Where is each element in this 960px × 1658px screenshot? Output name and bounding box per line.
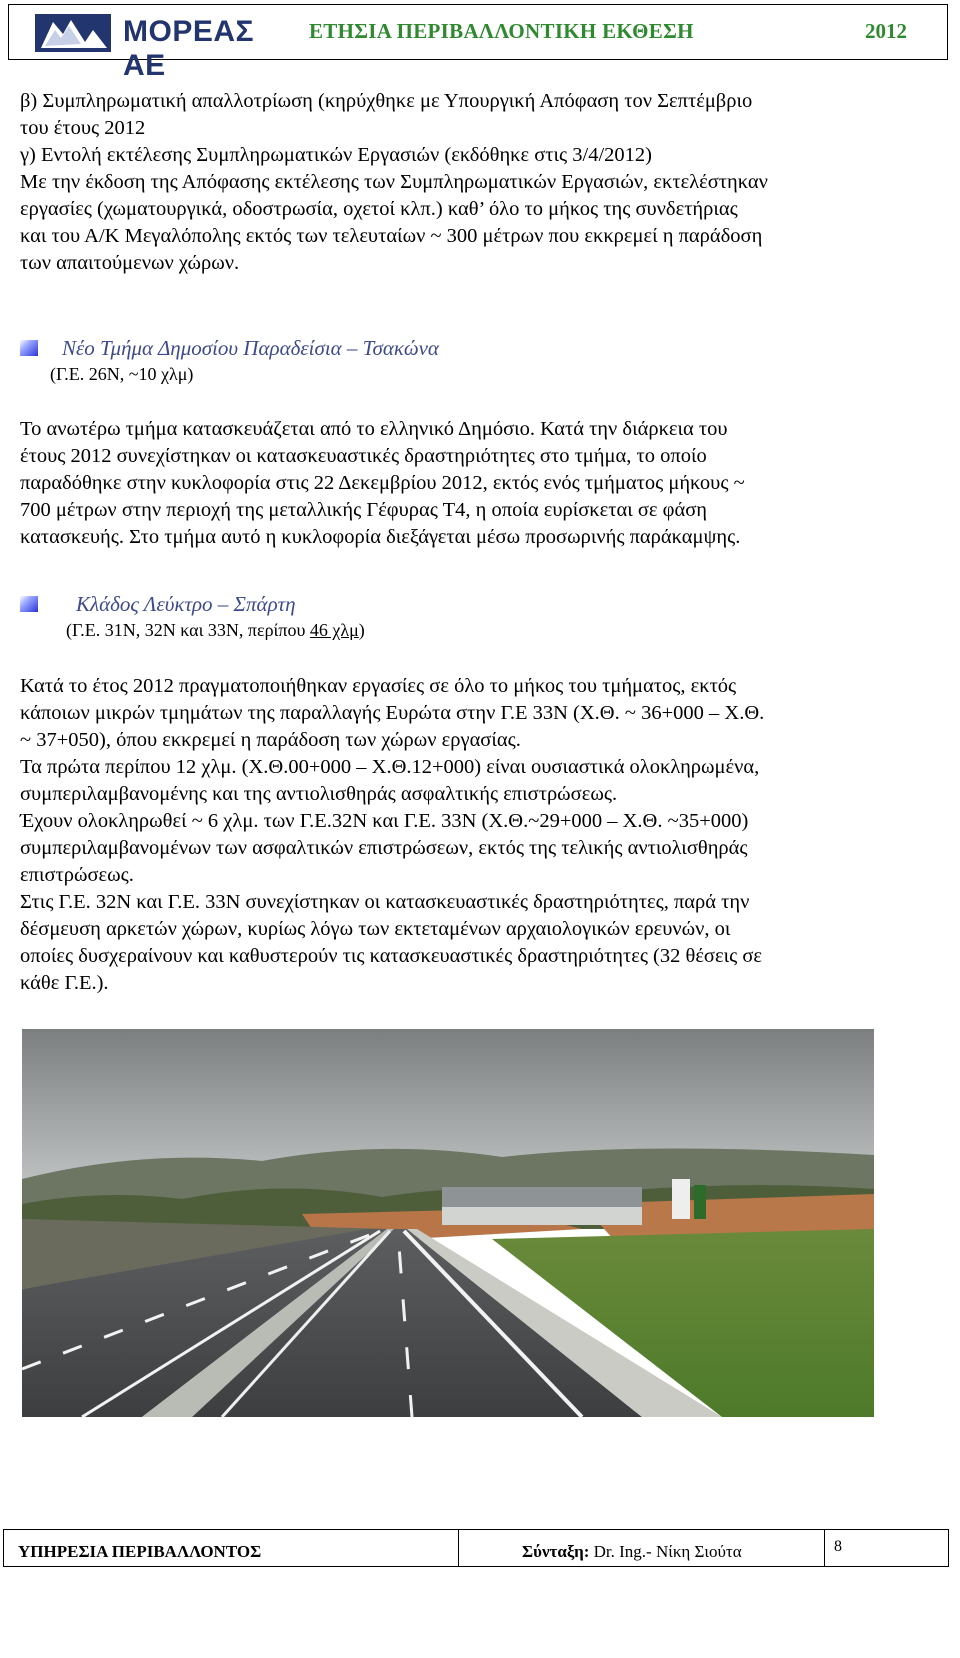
text-line: οποίες δυσχεραίνουν και καθυστερούν τις κατασκευαστικές δραστηριότητες (32 θέσεις σε bbox=[20, 945, 763, 967]
text-line: ~ 37+050), όπου εκκρεμεί η παράδοση των χώρων εργασίας. bbox=[20, 729, 521, 751]
footer-author-name: Dr. Ing.- Νίκη Σιούτα bbox=[589, 1542, 742, 1561]
logo-wordmark: ΜΟΡΕΑΣ ΑΕ bbox=[123, 15, 255, 82]
text-line: συμπεριλαμβανομένης και της αντιολισθηράς ασφαλτικής επιστρώσεως. bbox=[20, 783, 618, 805]
text-line: Με την έκδοση της Απόφασης εκτέλεσης των Συμπληρωματικών Εργασιών, εκτελέστηκαν bbox=[20, 171, 768, 193]
section-bullet-icon bbox=[20, 340, 38, 356]
text-line: του έτους 2012 bbox=[20, 117, 146, 139]
page-footer bbox=[3, 1529, 949, 1567]
section-heading: Κλάδος Λεύκτρο – Σπάρτη bbox=[76, 592, 296, 616]
text-line: κάθε Γ.Ε.). bbox=[20, 972, 109, 994]
company-logo bbox=[35, 12, 275, 82]
text-line: Έχουν ολοκληρωθεί ~ 6 χλμ. των Γ.Ε.32Ν και Γ.Ε. 33Ν (Χ.Θ.~29+000 – Χ.Θ. ~35+000) bbox=[20, 810, 749, 832]
logo-emblem-icon bbox=[35, 12, 115, 54]
subheading-prefix: (Γ.Ε. 31Ν, 32Ν και 33Ν, περίπου bbox=[66, 620, 310, 640]
text-line: συμπεριλαμβανομένων των ασφαλτικών επιστρώσεων, εκτός της τελικής αντιολισθηράς bbox=[20, 837, 748, 859]
text-line: των απαιτούμενων χώρων. bbox=[20, 252, 240, 274]
footer-author bbox=[522, 1542, 742, 1562]
section-subheading bbox=[66, 620, 365, 641]
text-line: παραδόθηκε στην κυκλοφορία στις 22 Δεκεμβρίου 2012, εκτός ενός τμήματος μήκους ~ bbox=[20, 472, 745, 494]
subheading-suffix: ) bbox=[358, 620, 365, 640]
footer-author-label: Σύνταξη: bbox=[522, 1542, 590, 1561]
text-line: και του Α/Κ Μεγαλόπολης εκτός των τελευταίων ~ 300 μέτρων που εκκρεμεί η παράδοση bbox=[20, 225, 763, 247]
text-line: κάποιων μικρών τμημάτων της παραλλαγής Ευρώτα στην Γ.Ε 33Ν (Χ.Θ. ~ 36+000 – Χ.Θ. bbox=[20, 702, 765, 724]
text-line: Κατά το έτος 2012 πραγματοποιήθηκαν εργασίες σε όλο το μήκος του τμήματος, εκτός bbox=[20, 675, 737, 697]
highway-photo bbox=[22, 1029, 874, 1417]
page-number: 8 bbox=[834, 1538, 842, 1555]
text-line: δέσμευση αρκετών χώρων, κυρίως λόγω των εκτεταμένων αρχαιολογικών ερευνών, οι bbox=[20, 918, 731, 940]
text-line: γ) Εντολή εκτέλεσης Συμπληρωματικών Εργασιών (εκδόθηκε στις 3/4/2012) bbox=[20, 144, 652, 166]
text-line: κατασκευής. Στο τμήμα αυτό η κυκλοφορία διεξάγεται μέσω προσωρινής παράκαμψης. bbox=[20, 526, 741, 548]
intro-paragraph bbox=[20, 88, 940, 277]
section1-paragraph bbox=[20, 416, 940, 551]
text-line: β) Συμπληρωματική απαλλοτρίωση (κηρύχθηκε με Υπουργική Απόφαση τον Σεπτέμβριο bbox=[20, 90, 753, 112]
text-line: επιστρώσεως. bbox=[20, 864, 134, 886]
text-line: Το ανωτέρω τμήμα κατασκευάζεται από το ελληνικό Δημόσιο. Κατά την διάρκεια του bbox=[20, 418, 728, 440]
subheading-length: 46 χλμ bbox=[309, 620, 359, 640]
text-line: Στις Γ.Ε. 32Ν και Γ.Ε. 33Ν συνεχίστηκαν οι κατασκευαστικές δραστηριότητες, παρά την bbox=[20, 891, 750, 913]
section-heading: Νέο Τμήμα Δημοσίου Παραδείσια – Τσακώνα bbox=[62, 336, 439, 360]
section-bullet-icon bbox=[20, 596, 38, 612]
section2-paragraph bbox=[20, 673, 940, 997]
footer-department: ΥΠΗΡΕΣΙΑ ΠΕΡΙΒΑΛΛΟΝΤΟΣ bbox=[18, 1542, 262, 1561]
text-line: έτους 2012 συνεχίστηκαν οι κατασκευαστικές δραστηριότητες στο τμήμα, το οποίο bbox=[20, 445, 707, 467]
text-line: εργασίες (χωματουργικά, οδοστρωσία, οχετοί κλπ.) καθ’ όλο το μήκος της συνδετήριας bbox=[20, 198, 738, 220]
page-header bbox=[8, 4, 948, 82]
report-title: ΕΤΗΣΙΑ ΠΕΡΙΒΑΛΛΟΝΤΙΚΗ ΕΚΘΕΣΗ bbox=[309, 19, 694, 43]
text-line: 700 μέτρων στην περιοχή της μεταλλικής Γέφυρας Τ4, η οποία ευρίσκεται σε φάση bbox=[20, 499, 707, 521]
text-line: Τα πρώτα περίπου 12 χλμ. (Χ.Θ.00+000 – Χ.Θ.12+000) είναι ουσιαστικά ολοκληρωμένα, bbox=[20, 756, 760, 778]
highway-image bbox=[22, 1029, 874, 1417]
report-year: 2012 bbox=[865, 19, 907, 43]
section-subheading: (Γ.Ε. 26Ν, ~10 χλμ) bbox=[50, 364, 194, 384]
